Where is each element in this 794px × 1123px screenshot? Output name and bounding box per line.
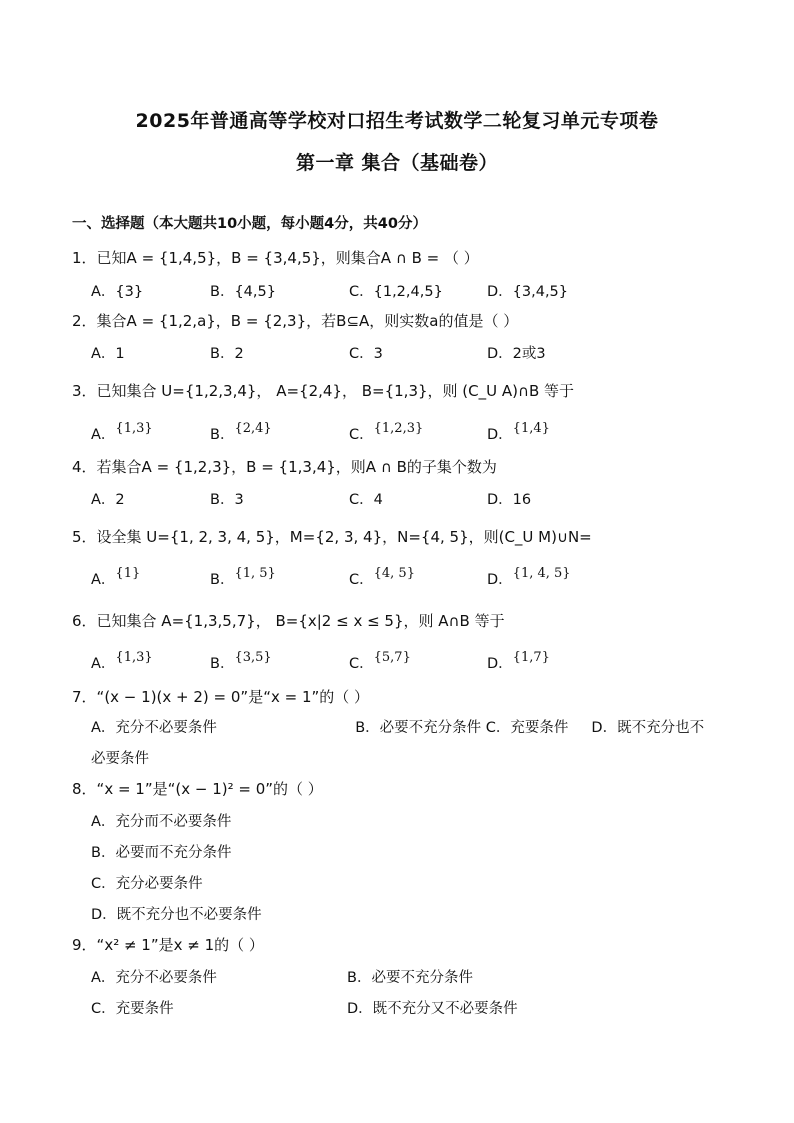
- question-4: 4．若集合A = {1,2,3}，B = {1,3,4}，则A ∩ B的子集个数为: [72, 458, 497, 476]
- question-9-options-row-1: [91, 966, 731, 988]
- option-value: {1, 4, 5}: [512, 566, 571, 581]
- question-1: 1．已知A = {1,4,5}，B = {3,4,5}，则集合A ∩ B = （ ）: [72, 249, 479, 267]
- option-d: D．16: [487, 492, 532, 508]
- question-8: 8．“x = 1”是“(x − 1)² = 0”的（ ）: [72, 780, 323, 798]
- option-label: B．: [210, 427, 235, 443]
- section-heading: 一、选择题（本大题共10小题，每小题4分，共40分）: [72, 216, 427, 232]
- option-b: B．{4,5}: [210, 284, 276, 300]
- question-9-options-row-2: [91, 997, 731, 1019]
- option-b: [210, 652, 272, 673]
- option-b: B．3: [210, 492, 244, 508]
- option-a: A．充分不必要条件: [91, 970, 217, 986]
- option-b: B．必要不充分条件: [347, 970, 473, 986]
- option-d: D．既不充分又不必要条件: [347, 1001, 518, 1017]
- option-label: D．: [487, 427, 513, 443]
- question-1-options: [91, 280, 731, 302]
- option-label: C．: [349, 427, 374, 443]
- option-value: {1, 5}: [234, 566, 276, 581]
- question-2-options: [91, 342, 731, 364]
- question-4-options: [91, 488, 731, 510]
- option-d: [487, 652, 550, 673]
- question-7-options-line-2: 必要条件: [91, 751, 149, 767]
- option-value: {1}: [115, 566, 141, 581]
- option-value: {4, 5}: [373, 566, 415, 581]
- question-5-options: [91, 568, 731, 590]
- option-value: {5,7}: [373, 650, 411, 665]
- question-5: 5．设全集 U={1, 2, 3, 4, 5}，M={2, 3, 4}，N={4, 5}，则(C_U M)∪N=: [72, 528, 592, 546]
- option-a: [91, 423, 153, 444]
- option-value: {1,4}: [512, 421, 550, 436]
- option-value: {3,5}: [234, 650, 272, 665]
- option-c: [349, 423, 423, 444]
- option-value: {2,4}: [234, 421, 272, 436]
- option-c: C．3: [349, 346, 383, 362]
- option-a: A．{3}: [91, 284, 144, 300]
- option-c: C．4: [349, 492, 383, 508]
- option-a: A．充分而不必要条件: [91, 814, 232, 830]
- option-label: B．: [210, 656, 235, 672]
- option-b: B．必要而不充分条件: [91, 845, 232, 861]
- option-a: [91, 652, 153, 673]
- option-label: C．: [349, 572, 374, 588]
- question-2: 2．集合A = {1,2,a}，B = {2,3}，若B⊆A，则实数a的值是（ ）: [72, 312, 519, 330]
- question-7-options-line-1: A．充分不必要条件 B．必要不充分条件 C．充要条件 D．既不充分也不: [91, 720, 705, 736]
- option-label: A．: [91, 427, 116, 443]
- option-d: D．{3,4,5}: [487, 284, 569, 300]
- question-7: 7．“(x − 1)(x + 2) = 0”是“x = 1”的（ ）: [72, 688, 370, 706]
- option-value: {1,3}: [115, 650, 153, 665]
- option-c: [349, 568, 415, 589]
- question-6: 6．已知集合 A={1,3,5,7}， B={x|2 ≤ x ≤ 5}，则 A∩B 等于: [72, 612, 505, 630]
- option-a: A．2: [91, 492, 125, 508]
- option-label: C．: [349, 656, 374, 672]
- option-value: {1,3}: [115, 421, 153, 436]
- option-d: D．2或3: [487, 346, 546, 362]
- option-a: [91, 568, 140, 589]
- option-c: C．充要条件: [91, 1001, 174, 1017]
- option-d: D．既不充分也不必要条件: [91, 907, 262, 923]
- option-a: A．1: [91, 346, 125, 362]
- page-title: 2025年普通高等学校对口招生考试数学二轮复习单元专项卷: [135, 110, 659, 132]
- question-3-options: [91, 423, 731, 445]
- option-c: [349, 652, 411, 673]
- question-6-options: [91, 652, 731, 674]
- question-3: 3．已知集合 U={1,2,3,4}， A={2,4}， B={1,3}，则 (C_U A)∩B 等于: [72, 382, 575, 400]
- option-value: {1,7}: [512, 650, 550, 665]
- option-d: [487, 568, 571, 589]
- option-label: D．: [487, 572, 513, 588]
- option-value: {1,2,3}: [373, 421, 424, 436]
- option-b: [210, 423, 272, 444]
- option-c: C．{1,2,4,5}: [349, 284, 443, 300]
- option-label: A．: [91, 656, 116, 672]
- option-label: B．: [210, 572, 235, 588]
- question-9: 9．“x² ≠ 1”是x ≠ 1的（ ）: [72, 936, 264, 954]
- option-b: B．2: [210, 346, 244, 362]
- option-c: C．充分必要条件: [91, 876, 203, 892]
- option-label: D．: [487, 656, 513, 672]
- option-b: [210, 568, 276, 589]
- option-d: [487, 423, 550, 444]
- option-label: A．: [91, 572, 116, 588]
- chapter-title: 第一章 集合（基础卷）: [295, 152, 499, 174]
